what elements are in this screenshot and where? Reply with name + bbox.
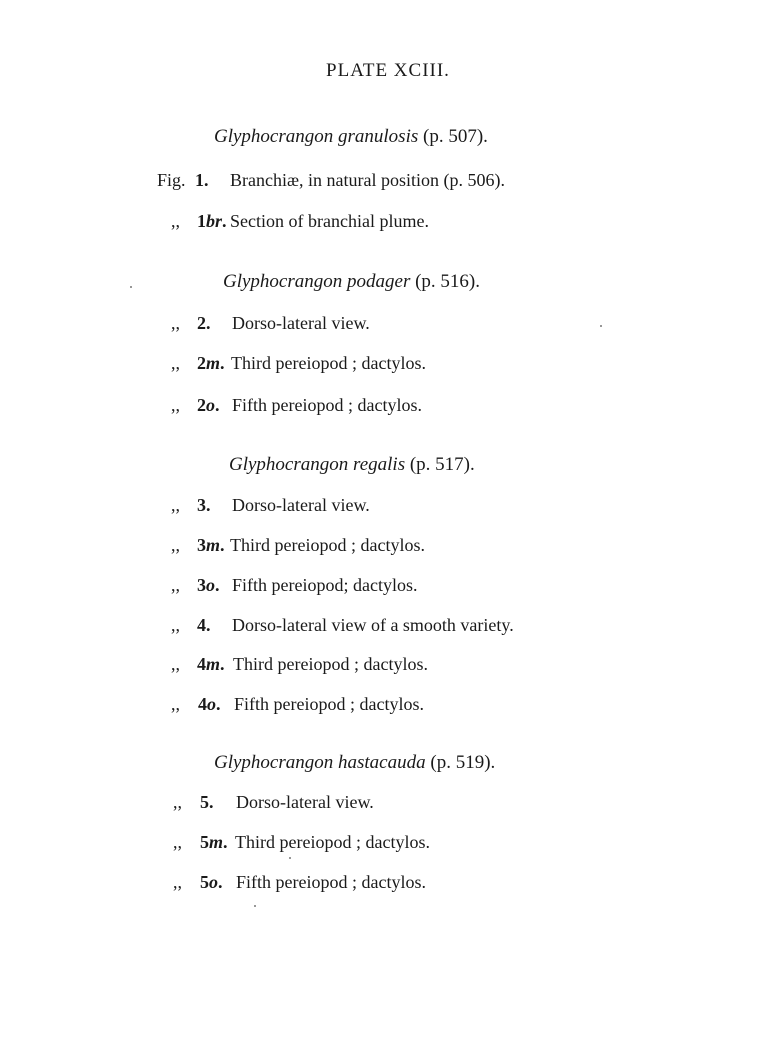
figure-prefix: ,, <box>171 654 180 674</box>
species-heading <box>214 126 488 148</box>
page-reference: (p. 519). <box>430 752 496 773</box>
figure-number: 2o. <box>197 395 220 415</box>
figure-prefix: ,, <box>171 395 180 415</box>
figure-number: 2. <box>197 313 211 333</box>
scan-speck <box>289 857 291 859</box>
figure-prefix: ,, <box>171 535 180 555</box>
figure-number: 3. <box>197 495 211 515</box>
figure-number: 3o. <box>197 575 220 595</box>
figure-number: 2m. <box>197 353 225 373</box>
page-reference: (p. 517). <box>409 454 475 475</box>
figure-number: 4o. <box>198 694 221 714</box>
figure-description: Dorso-lateral view. <box>232 495 370 515</box>
figure-number: 5. <box>200 792 214 812</box>
figure-number: 5m. <box>200 832 228 852</box>
figure-number: 1. <box>195 170 209 190</box>
figure-number: 5o. <box>200 872 223 892</box>
figure-prefix: ,, <box>173 872 182 892</box>
figure-number: 1br. <box>197 211 227 231</box>
figure-description: Dorso-lateral view. <box>232 313 370 333</box>
page-reference: (p. 516). <box>415 271 480 292</box>
figure-description: Dorso-lateral view of a smooth variety. <box>232 615 514 635</box>
figure-prefix: Fig. <box>157 170 186 190</box>
figure-prefix: ,, <box>171 575 180 595</box>
figure-description: Third pereiopod ; dactylos. <box>235 832 430 852</box>
figure-description: Third pereiopod ; dactylos. <box>233 654 428 674</box>
figure-description: Fifth pereiopod ; dactylos. <box>234 694 424 714</box>
species-name: Glyphocrangon granulosis <box>214 126 419 147</box>
species-name: Glyphocrangon hastacauda <box>214 752 426 773</box>
figure-description: Third pereiopod ; dactylos. <box>231 353 426 373</box>
figure-prefix: ,, <box>171 495 180 515</box>
scan-speck <box>130 286 132 288</box>
page-reference: (p. 507). <box>423 126 488 147</box>
species-name: Glyphocrangon regalis <box>229 454 406 475</box>
figure-description: Dorso-lateral view. <box>236 792 374 812</box>
figure-prefix: ,, <box>173 792 182 812</box>
species-heading <box>229 454 475 476</box>
figure-description: Branchiæ, in natural position (p. 506). <box>230 170 505 190</box>
figure-number: 3m. <box>197 535 225 555</box>
figure-prefix: ,, <box>173 832 182 852</box>
scan-speck <box>254 905 256 907</box>
scan-speck <box>600 325 602 327</box>
species-heading <box>223 271 480 293</box>
species-heading <box>214 752 495 774</box>
figure-prefix: ,, <box>171 615 180 635</box>
plate-title: PLATE XCIII. <box>326 60 450 81</box>
figure-description: Third pereiopod ; dactylos. <box>230 535 425 555</box>
figure-prefix: ,, <box>171 313 180 333</box>
figure-description: Fifth pereiopod ; dactylos. <box>232 395 422 415</box>
figure-description: Fifth pereiopod ; dactylos. <box>236 872 426 892</box>
figure-description: Section of branchial plume. <box>230 211 429 231</box>
figure-description: Fifth pereiopod; dactylos. <box>232 575 418 595</box>
figure-number: 4. <box>197 615 211 635</box>
figure-number: 4m. <box>197 654 225 674</box>
figure-prefix: ,, <box>171 353 180 373</box>
figure-prefix: ,, <box>171 694 180 714</box>
figure-prefix: ,, <box>171 211 180 231</box>
species-name: Glyphocrangon podager <box>223 271 411 292</box>
